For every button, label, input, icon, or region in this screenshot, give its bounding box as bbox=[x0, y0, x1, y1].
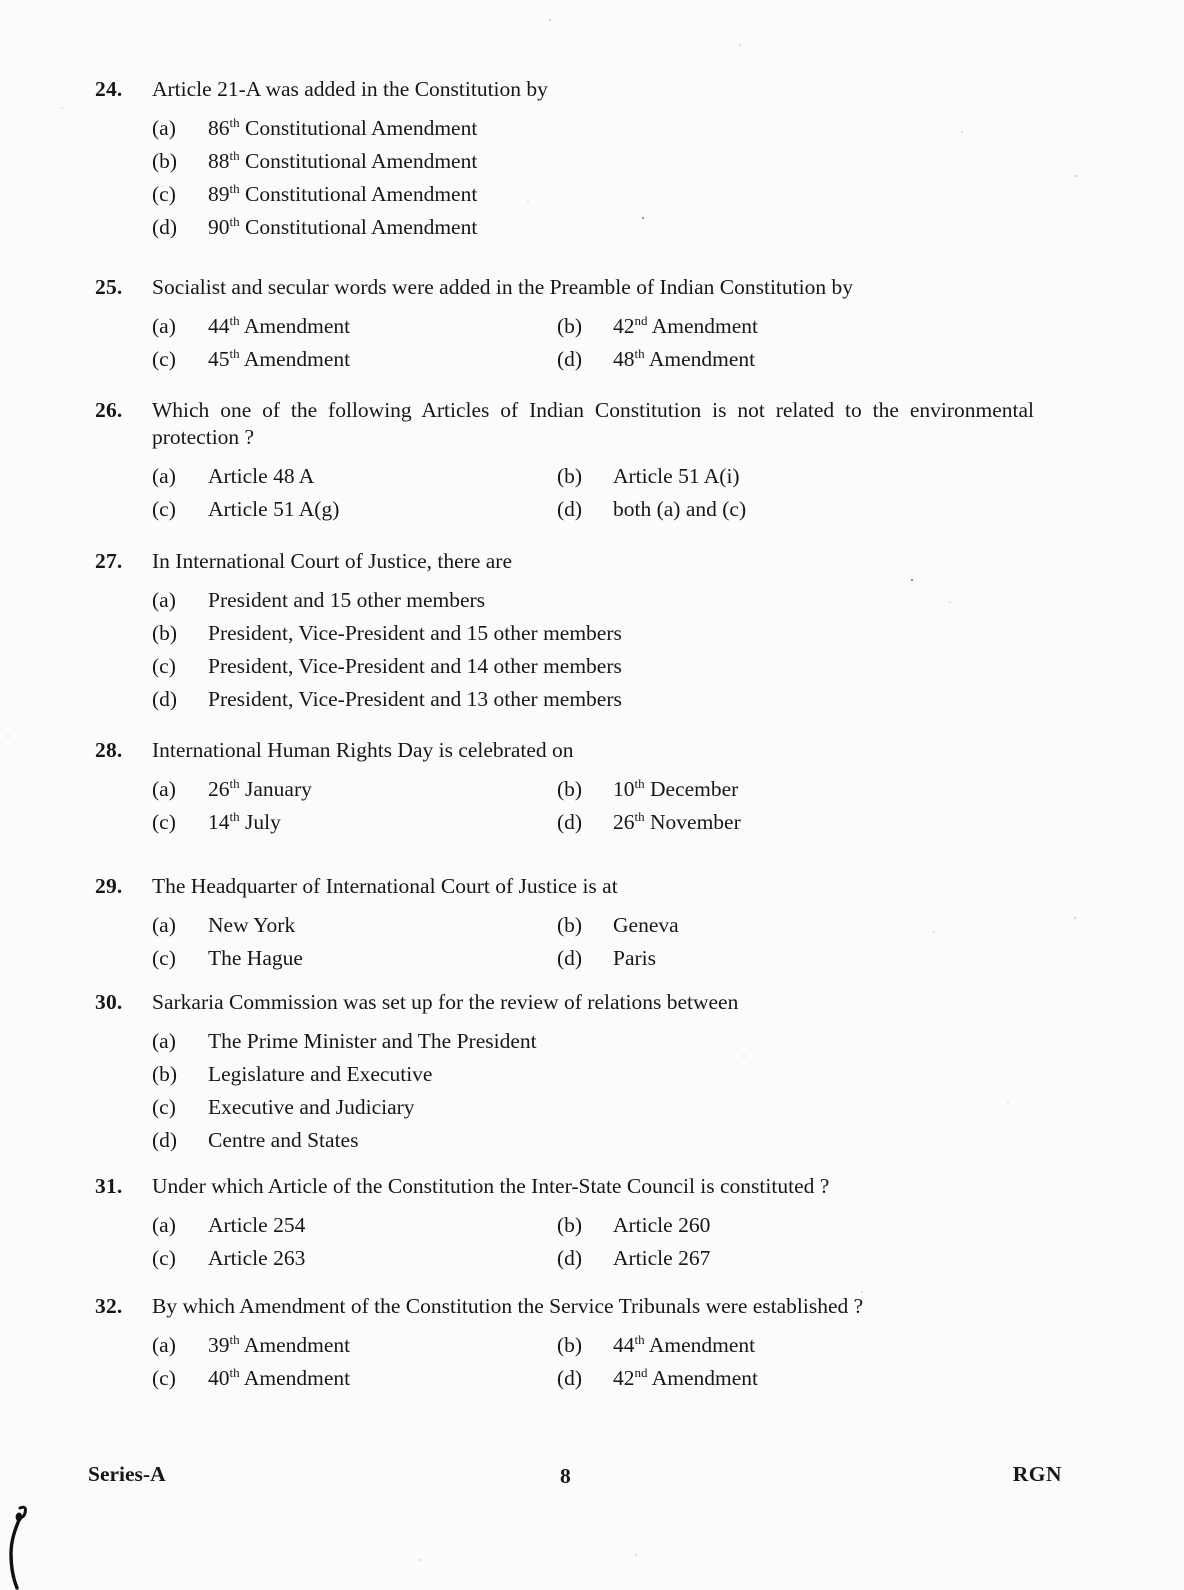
option-a bbox=[152, 1209, 557, 1242]
option-label: (d) bbox=[557, 347, 583, 371]
option-label: (a) bbox=[152, 913, 176, 937]
options-list bbox=[152, 584, 1066, 716]
option-b bbox=[152, 1058, 1066, 1091]
option-d bbox=[152, 1124, 1066, 1157]
option-label: (a) bbox=[152, 1213, 176, 1237]
question-text: Sarkaria Commission was set up for the review of relations between bbox=[152, 990, 739, 1014]
question-text: Which one of the following Articles of Indian Constitution is not related to the environmental protection ? bbox=[152, 398, 1034, 449]
question-text: Socialist and secular words were added in the Preamble of Indian Constitution by bbox=[152, 275, 853, 299]
option-c bbox=[152, 650, 1066, 683]
option-label: (a) bbox=[152, 116, 176, 140]
option-a bbox=[152, 1329, 557, 1362]
option-label: (c) bbox=[152, 654, 176, 678]
option-text: New York bbox=[208, 913, 296, 937]
option-label: (b) bbox=[152, 621, 178, 645]
option-text: 39th Amendment bbox=[208, 1331, 351, 1357]
question-number: 32. bbox=[95, 1294, 123, 1318]
option-b bbox=[557, 1329, 1066, 1362]
option-c bbox=[152, 178, 1066, 211]
question-24 bbox=[95, 76, 1066, 244]
question-number: 29. bbox=[95, 874, 123, 898]
option-text: 88th Constitutional Amendment bbox=[208, 147, 478, 173]
option-c bbox=[152, 1091, 1066, 1124]
option-a bbox=[152, 310, 557, 343]
option-text: 45th Amendment bbox=[208, 345, 351, 371]
question-number: 31. bbox=[95, 1174, 123, 1198]
options-grid bbox=[152, 1209, 1066, 1275]
option-d bbox=[557, 806, 1066, 839]
question-number: 28. bbox=[95, 738, 123, 762]
option-text: 42nd Amendment bbox=[613, 1364, 758, 1390]
option-text: Article 267 bbox=[613, 1246, 711, 1270]
option-c bbox=[152, 343, 557, 376]
option-b bbox=[152, 617, 1066, 650]
option-label: (a) bbox=[152, 1333, 176, 1357]
option-text: President, Vice-President and 14 other members bbox=[208, 654, 622, 678]
option-text: Article 51 A(i) bbox=[613, 464, 740, 488]
question-31 bbox=[95, 1173, 1066, 1275]
question-number: 27. bbox=[95, 549, 123, 573]
ink-mark bbox=[2, 1504, 46, 1590]
option-text: 40th Amendment bbox=[208, 1364, 351, 1390]
option-text: Article 260 bbox=[613, 1213, 711, 1237]
option-label: (d) bbox=[152, 1128, 178, 1152]
option-b bbox=[152, 145, 1066, 178]
option-c bbox=[152, 493, 557, 526]
option-text: President, Vice-President and 15 other members bbox=[208, 621, 622, 645]
option-text: 86th Constitutional Amendment bbox=[208, 114, 478, 140]
option-text: Legislature and Executive bbox=[208, 1062, 433, 1086]
option-label: (d) bbox=[152, 687, 178, 711]
option-label: (b) bbox=[152, 1062, 178, 1086]
option-label: (c) bbox=[152, 1095, 176, 1119]
options-grid bbox=[152, 773, 1066, 839]
option-text: 44th Amendment bbox=[208, 312, 351, 338]
option-d bbox=[152, 211, 1066, 244]
question-text: By which Amendment of the Constitution the Service Tribunals were established ? bbox=[152, 1294, 864, 1318]
option-label: (c) bbox=[152, 182, 176, 206]
question-25 bbox=[95, 274, 1066, 376]
option-b bbox=[557, 773, 1066, 806]
options-grid bbox=[152, 1329, 1066, 1395]
option-label: (a) bbox=[152, 464, 176, 488]
option-b bbox=[557, 310, 1066, 343]
option-text: 48th Amendment bbox=[613, 345, 756, 371]
option-text: 90th Constitutional Amendment bbox=[208, 213, 478, 239]
question-text: The Headquarter of International Court of Justice is at bbox=[152, 874, 618, 898]
option-label: (b) bbox=[557, 777, 583, 801]
option-d bbox=[557, 942, 1066, 975]
option-text: 42nd Amendment bbox=[613, 312, 758, 338]
option-a bbox=[152, 460, 557, 493]
question-26 bbox=[95, 397, 1066, 526]
option-b bbox=[557, 460, 1066, 493]
option-text: 44th Amendment bbox=[613, 1331, 756, 1357]
options-list bbox=[152, 112, 1066, 244]
page-number: 8 bbox=[560, 1464, 571, 1488]
option-label: (d) bbox=[557, 810, 583, 834]
question-29 bbox=[95, 873, 1066, 975]
question-number: 25. bbox=[95, 275, 123, 299]
option-d bbox=[557, 1362, 1066, 1395]
option-text: Geneva bbox=[613, 913, 679, 937]
option-label: (c) bbox=[152, 946, 176, 970]
option-label: (a) bbox=[152, 777, 176, 801]
question-28 bbox=[95, 737, 1066, 839]
option-text: The Prime Minister and The President bbox=[208, 1029, 537, 1053]
option-label: (a) bbox=[152, 588, 176, 612]
option-a bbox=[152, 1025, 1066, 1058]
option-label: (b) bbox=[557, 464, 583, 488]
question-text: International Human Rights Day is celebrated on bbox=[152, 738, 574, 762]
question-number: 24. bbox=[95, 77, 123, 101]
question-27 bbox=[95, 548, 1066, 716]
question-text: Under which Article of the Constitution the Inter-State Council is constituted ? bbox=[152, 1174, 830, 1198]
option-label: (c) bbox=[152, 497, 176, 521]
options-grid bbox=[152, 909, 1066, 975]
option-a bbox=[152, 112, 1066, 145]
option-label: (c) bbox=[152, 1366, 176, 1390]
option-text: 26th January bbox=[208, 775, 312, 801]
question-number: 30. bbox=[95, 990, 123, 1014]
option-label: (d) bbox=[557, 946, 583, 970]
option-text: Article 51 A(g) bbox=[208, 497, 340, 521]
option-c bbox=[152, 1362, 557, 1395]
option-text: Article 254 bbox=[208, 1213, 306, 1237]
option-text: Paris bbox=[613, 946, 656, 970]
option-c bbox=[152, 806, 557, 839]
option-text: 26th November bbox=[613, 808, 741, 834]
option-b bbox=[557, 1209, 1066, 1242]
options-grid bbox=[152, 310, 1066, 376]
options-grid bbox=[152, 460, 1066, 526]
option-text: 89th Constitutional Amendment bbox=[208, 180, 478, 206]
option-b bbox=[557, 909, 1066, 942]
option-a bbox=[152, 773, 557, 806]
option-label: (d) bbox=[152, 215, 178, 239]
option-d bbox=[557, 1242, 1066, 1275]
option-d bbox=[557, 493, 1066, 526]
option-label: (b) bbox=[557, 913, 583, 937]
option-text: Executive and Judiciary bbox=[208, 1095, 415, 1119]
option-label: (c) bbox=[152, 347, 176, 371]
options-list bbox=[152, 1025, 1066, 1157]
option-d bbox=[152, 683, 1066, 716]
option-a bbox=[152, 909, 557, 942]
option-label: (b) bbox=[557, 314, 583, 338]
option-text: Centre and States bbox=[208, 1128, 359, 1152]
option-a bbox=[152, 584, 1066, 617]
option-text: Article 263 bbox=[208, 1246, 306, 1270]
option-label: (a) bbox=[152, 314, 176, 338]
question-number: 26. bbox=[95, 398, 123, 422]
option-c bbox=[152, 1242, 557, 1275]
option-label: (d) bbox=[557, 1366, 583, 1390]
question-30 bbox=[95, 989, 1066, 1157]
option-c bbox=[152, 942, 557, 975]
option-text: President, Vice-President and 13 other members bbox=[208, 687, 622, 711]
option-label: (c) bbox=[152, 1246, 176, 1270]
option-text: both (a) and (c) bbox=[613, 497, 747, 521]
option-text: Article 48 A bbox=[208, 464, 315, 488]
option-text: President and 15 other members bbox=[208, 588, 486, 612]
option-label: (b) bbox=[152, 149, 178, 173]
option-label: (b) bbox=[557, 1213, 583, 1237]
booklet-code: RGN bbox=[1012, 1462, 1062, 1486]
option-label: (c) bbox=[152, 810, 176, 834]
option-text: 14th July bbox=[208, 808, 281, 834]
question-text: In International Court of Justice, there are bbox=[152, 549, 512, 573]
option-label: (d) bbox=[557, 497, 583, 521]
question-32 bbox=[95, 1293, 1066, 1395]
question-text: Article 21-A was added in the Constitution by bbox=[152, 77, 548, 101]
option-text: The Hague bbox=[208, 946, 303, 970]
series-label: Series-A bbox=[88, 1462, 166, 1486]
option-d bbox=[557, 343, 1066, 376]
option-label: (d) bbox=[557, 1246, 583, 1270]
option-label: (b) bbox=[557, 1333, 583, 1357]
option-label: (a) bbox=[152, 1029, 176, 1053]
option-text: 10th December bbox=[613, 775, 739, 801]
